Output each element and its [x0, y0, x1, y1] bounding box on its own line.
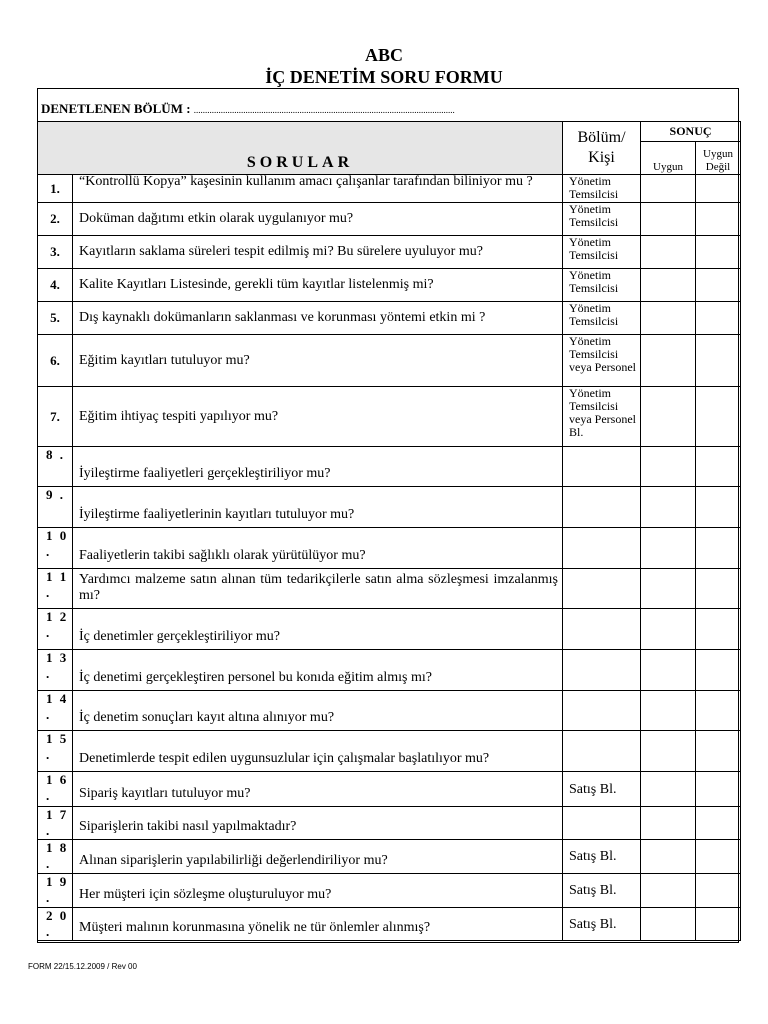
compliant-checkbox-cell[interactable] [641, 807, 696, 840]
compliant-checkbox-cell[interactable] [641, 772, 696, 807]
question-text: İyileştirme faaliyetlerinin kayıtları tutuluyor mu? [73, 487, 563, 528]
responsible-cell [563, 487, 641, 528]
question-number: 4. [38, 269, 73, 302]
noncompliant-checkbox-cell[interactable] [696, 203, 741, 236]
question-number: 1 2 . [38, 609, 73, 650]
responsible-header-line2: Kişi [588, 149, 615, 166]
noncompliant-checkbox-cell[interactable] [696, 387, 741, 447]
noncompliant-checkbox-cell[interactable] [696, 807, 741, 840]
question-row [38, 528, 741, 569]
question-text: Sipariş kayıtları tutuluyor mu? [73, 772, 563, 807]
noncompliant-checkbox-cell[interactable] [696, 772, 741, 807]
question-text: Dış kaynaklı dokümanların saklanması ve korunması yöntemi etkin mi ? [73, 302, 563, 335]
question-number: 1 9 . [38, 874, 73, 908]
question-row [38, 203, 741, 236]
question-row [38, 387, 741, 447]
responsible-text: Yönetim Temsilcisi [569, 175, 619, 201]
question-number: 1 7 . [38, 807, 73, 840]
compliant-header: Uygun [641, 142, 696, 175]
question-text: “Kontrollü Kopya” kaşesinin kullanım amacı çalışanlar tarafından biliniyor mu ? [73, 175, 563, 203]
compliant-checkbox-cell[interactable] [641, 302, 696, 335]
question-text: İyileştirme faaliyetleri gerçekleştiriliyor mu? [73, 447, 563, 487]
compliant-checkbox-cell[interactable] [641, 175, 696, 203]
responsible-header-line1: Bölüm/ [577, 129, 626, 146]
question-row [38, 335, 741, 387]
question-row [38, 302, 741, 335]
noncompliant-checkbox-cell[interactable] [696, 528, 741, 569]
question-number: 6. [38, 335, 73, 387]
responsible-cell [563, 609, 641, 650]
audited-department-field[interactable]: .................................................................................................................... [193, 105, 455, 115]
noncompliant-checkbox-cell[interactable] [696, 175, 741, 203]
compliant-checkbox-cell[interactable] [641, 691, 696, 731]
question-number: 2. [38, 203, 73, 236]
form-code: FORM 22/15.12.2009 / Rev 00 [28, 962, 137, 971]
question-row [38, 569, 741, 609]
compliant-checkbox-cell[interactable] [641, 569, 696, 609]
noncompliant-checkbox-cell[interactable] [696, 302, 741, 335]
noncompliant-checkbox-cell[interactable] [696, 609, 741, 650]
question-text: Siparişlerin takibi nasıl yapılmaktadır? [73, 807, 563, 840]
compliant-checkbox-cell[interactable] [641, 269, 696, 302]
responsible-text: Yönetim Temsilcisi [569, 269, 619, 295]
question-text: Alınan siparişlerin yapılabilirliği değerlendiriliyor mu? [73, 840, 563, 874]
responsible-cell [563, 302, 641, 335]
audited-department-label: DENETLENEN BÖLÜM : [41, 101, 191, 116]
responsible-cell: Satış Bl. [563, 908, 641, 941]
form-title: İÇ DENETİM SORU FORMU [265, 67, 503, 87]
noncompliant-checkbox-cell[interactable] [696, 650, 741, 691]
question-text: İç denetimi gerçekleştiren personel bu konıda eğitim almış mı? [73, 650, 563, 691]
question-row [38, 236, 741, 269]
compliant-checkbox-cell[interactable] [641, 650, 696, 691]
question-text: Doküman dağıtımı etkin olarak uygulanıyor mu? [73, 203, 563, 236]
question-number: 1 0 . [38, 528, 73, 569]
noncompliant-checkbox-cell[interactable] [696, 840, 741, 874]
responsible-cell [563, 335, 641, 387]
responsible-text: Yönetim Temsilcisi veya Personel [569, 335, 636, 374]
responsible-cell [563, 387, 641, 447]
question-text: İç denetimler gerçekleştiriliyor mu? [73, 609, 563, 650]
compliant-checkbox-cell[interactable] [641, 840, 696, 874]
question-row [38, 487, 741, 528]
responsible-cell [563, 731, 641, 772]
compliant-checkbox-cell[interactable] [641, 335, 696, 387]
compliant-checkbox-cell[interactable] [641, 487, 696, 528]
question-number: 7. [38, 387, 73, 447]
question-row [38, 269, 741, 302]
noncompliant-checkbox-cell[interactable] [696, 569, 741, 609]
noncompliant-checkbox-cell[interactable] [696, 908, 741, 941]
question-text: Denetimlerde tespit edilen uygunsuzlular için çalışmalar başlatılıyor mu? [73, 731, 563, 772]
question-text: Eğitim kayıtları tutuluyor mu? [73, 335, 563, 387]
question-row [38, 691, 741, 731]
question-number: 9 . [38, 487, 73, 528]
noncompliant-header-line2: Değil [705, 161, 731, 173]
question-number: 8 . [38, 447, 73, 487]
compliant-checkbox-cell[interactable] [641, 609, 696, 650]
noncompliant-checkbox-cell[interactable] [696, 447, 741, 487]
question-number: 1 4 . [38, 691, 73, 731]
noncompliant-checkbox-cell[interactable] [696, 269, 741, 302]
audited-department [41, 101, 455, 117]
responsible-cell: Satış Bl. [563, 840, 641, 874]
question-row [38, 175, 741, 203]
responsible-cell [563, 203, 641, 236]
responsible-cell [563, 691, 641, 731]
question-number: 1 5 . [38, 731, 73, 772]
noncompliant-checkbox-cell[interactable] [696, 731, 741, 772]
responsible-cell [563, 269, 641, 302]
noncompliant-checkbox-cell[interactable] [696, 335, 741, 387]
question-row [38, 807, 741, 840]
question-number: 1 1 . [38, 569, 73, 609]
question-text: Kalite Kayıtları Listesinde, gerekli tüm kayıtlar listelenmiş mi? [73, 269, 563, 302]
compliant-checkbox-cell[interactable] [641, 731, 696, 772]
question-text: Her müşteri için sözleşme oluşturuluyor mu? [73, 874, 563, 908]
questions-header: SORULAR [38, 122, 563, 175]
question-number: 1 8 . [38, 840, 73, 874]
question-row [38, 447, 741, 487]
responsible-cell: Satış Bl. [563, 772, 641, 807]
question-row [38, 908, 741, 941]
question-table [37, 121, 741, 941]
responsible-cell [563, 650, 641, 691]
question-row [38, 840, 741, 874]
noncompliant-checkbox-cell[interactable] [696, 487, 741, 528]
question-row [38, 874, 741, 908]
responsible-text: Yönetim Temsilcisi [569, 236, 619, 262]
question-text: Kayıtların saklama süreleri tespit edilmiş mi? Bu sürelere uyuluyor mu? [73, 236, 563, 269]
responsible-cell [563, 528, 641, 569]
question-number: 3. [38, 236, 73, 269]
question-text: Müşteri malının korunmasına yönelik ne tür önlemler alınmış? [73, 908, 563, 941]
noncompliant-header [696, 142, 741, 175]
question-row [38, 772, 741, 807]
responsible-cell [563, 175, 641, 203]
compliant-checkbox-cell[interactable] [641, 908, 696, 941]
responsible-header [563, 122, 641, 175]
noncompliant-checkbox-cell[interactable] [696, 236, 741, 269]
responsible-cell [563, 236, 641, 269]
responsible-cell [563, 447, 641, 487]
question-row [38, 609, 741, 650]
question-number: 2 0 . [38, 908, 73, 941]
question-text: Yardımcı malzeme satın alınan tüm tedarikçilerle satın alma sözleşmesi imzalanmış mı? [73, 569, 563, 609]
company-name: ABC [364, 45, 403, 65]
responsible-cell [563, 569, 641, 609]
responsible-cell: Satış Bl. [563, 874, 641, 908]
compliant-checkbox-cell[interactable] [641, 528, 696, 569]
responsible-text: Yönetim Temsilcisi veya Personel Bl. [569, 387, 636, 439]
compliant-checkbox-cell[interactable] [641, 203, 696, 236]
compliant-checkbox-cell[interactable] [641, 447, 696, 487]
noncompliant-checkbox-cell[interactable] [696, 691, 741, 731]
compliant-checkbox-cell[interactable] [641, 387, 696, 447]
question-text: İç denetim sonuçları kayıt altına alınıyor mu? [73, 691, 563, 731]
question-text: Faaliyetlerin takibi sağlıklı olarak yürütülüyor mu? [73, 528, 563, 569]
question-number: 1. [38, 175, 73, 203]
compliant-checkbox-cell[interactable] [641, 874, 696, 908]
responsible-text: Yönetim Temsilcisi [569, 203, 619, 229]
question-row [38, 650, 741, 691]
question-number: 1 6 . [38, 772, 73, 807]
responsible-text: Yönetim Temsilcisi [569, 302, 619, 328]
noncompliant-checkbox-cell[interactable] [696, 874, 741, 908]
question-number: 5. [38, 302, 73, 335]
result-header: SONUÇ [641, 122, 741, 142]
question-text: Eğitim ihtiyaç tespiti yapılıyor mu? [73, 387, 563, 447]
compliant-checkbox-cell[interactable] [641, 236, 696, 269]
question-row [38, 731, 741, 772]
responsible-cell [563, 807, 641, 840]
question-number: 1 3 . [38, 650, 73, 691]
noncompliant-header-line1: Uygun [703, 148, 733, 160]
